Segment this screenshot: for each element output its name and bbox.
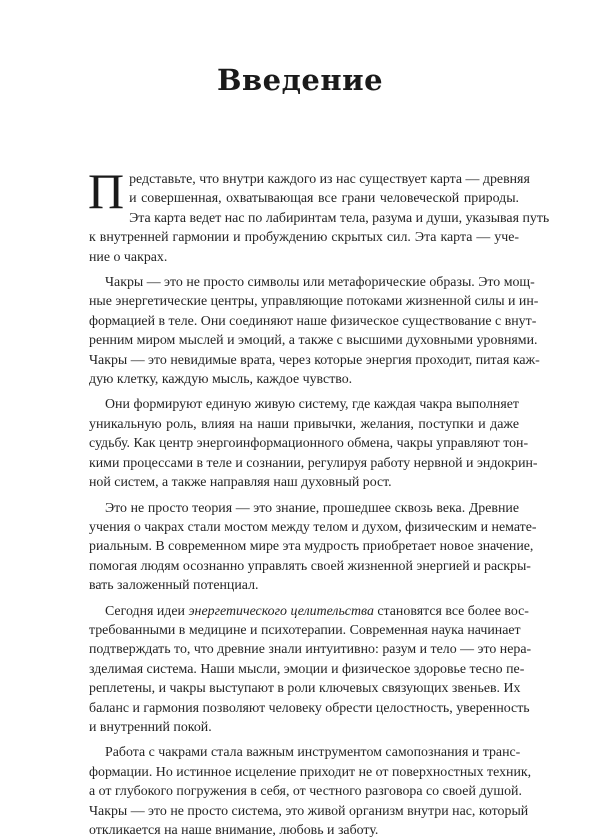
text-line: к внутренней гармонии и пробуждению скрытых сил. Эта карта — уче- <box>89 230 519 246</box>
text-line: вать заложенный потенциал. <box>89 578 259 594</box>
text-line: откликается на наше внимание, любовь и заботу. <box>89 823 379 838</box>
text-line: и внутренний покой. <box>89 719 212 735</box>
text-line: помогая людям осознанно управлять своей жизненной энергией и раскры- <box>89 558 531 574</box>
text-line: баланс и гармония позволяют человеку обрести целостность, уверенность <box>89 700 530 716</box>
text-line: учения о чакрах стали мостом между телом и духом, физическим и немате- <box>89 519 537 535</box>
paragraph-6 <box>89 743 532 840</box>
text-line: формации. Но истинное исцеление приходит не от поверхностных техник, <box>89 764 532 780</box>
text-line: дую клетку, каждую мысль, каждое чувство. <box>89 372 353 388</box>
text-line: подтверждать то, что древние знали интуитивно: разум и тело — это нера- <box>89 642 532 658</box>
text-line: уникальную роль, влияя на наши привычки, желания, поступки и даже <box>89 416 519 432</box>
text-line: риальным. В современном мире эта мудрость приобретает новое значение, <box>89 539 534 555</box>
paragraph-3 <box>89 395 538 492</box>
text-line: Чакры — это не просто символы или метафорические образы. Это мощ- <box>105 275 535 291</box>
text-line: зделимая система. Наши мысли, эмоции и физическое здоровье тесно пе- <box>89 661 525 677</box>
text-line: Чакры — это невидимые врата, через которые энергия проходит, питая каж- <box>89 352 540 368</box>
text-line: и совершенная, охватывающая все грани человеческой природы. <box>129 191 519 207</box>
text-line: Чакры — это не просто система, это живой организм внутри нас, который <box>89 803 529 819</box>
text-line: Это не просто теория — это знание, прошедшее сквозь века. Древние <box>105 500 519 516</box>
text-line: формацией в теле. Они соединяют наше физическое существование с внут- <box>89 313 537 329</box>
text-line: судьбу. Как центр энергоинформационного обмена, чакры управляют тон- <box>89 436 529 452</box>
drop-cap: П <box>88 163 125 219</box>
text-line: Работа с чакрами стала важным инструментом самопознания и транс- <box>105 745 521 761</box>
page-title: Введение <box>216 63 384 97</box>
paragraph-2 <box>89 273 540 389</box>
text-line: ние о чакрах. <box>89 249 168 265</box>
text-line: Эта карта ведет нас по лабиринтам тела, разума и души, указывая путь <box>129 210 550 226</box>
text-line: ные энергетические центры, управляющие потоками жизненной силы и ин- <box>89 294 539 310</box>
text-line: требованными в медицине и психотерапии. Современная наука начинает <box>89 622 521 638</box>
text-line <box>89 602 529 621</box>
paragraph-1 <box>88 163 550 267</box>
body-text <box>88 163 550 840</box>
text-line: реплетены, и чакры выступают в роли ключевых связующих звеньев. Их <box>89 681 521 697</box>
text-line: Они формируют единую живую систему, где каждая чакра выполняет <box>105 397 519 413</box>
text-line: а от глубокого погружения в себя, от честного разговора со своей душой. <box>89 784 522 800</box>
text-line: ренним миром мыслей и эмоций, а также с высшими духовными уровнями. <box>89 333 538 349</box>
text-line: кими процессами в теле и сознании, регулируя работу нервной и эндокрин- <box>89 455 538 471</box>
paragraph-4 <box>89 499 537 596</box>
emphasized-term: энергетического целительства <box>188 603 374 619</box>
text-run: становятся все более вос- <box>373 603 529 619</box>
text-line: ной систем, а также направляя наш духовный рост. <box>89 475 392 491</box>
paragraph-5 <box>89 602 532 738</box>
text-line: редставьте, что внутри каждого из нас существует карта — древняя <box>129 172 530 187</box>
text-run: Сегодня идеи <box>105 603 189 619</box>
